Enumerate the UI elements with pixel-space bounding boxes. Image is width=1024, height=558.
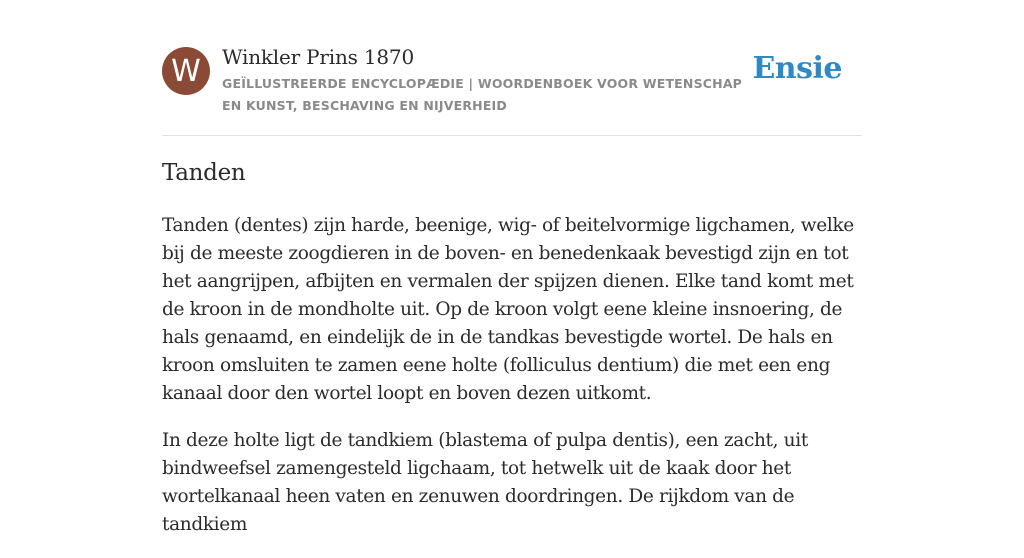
article-paragraph: Tanden (dentes) zijn harde, beenige, wig- of beitelvormige ligchamen, welke bij de meeste zoogdieren in de boven- en benedenkaak bevestigd zijn en tot het aangrijpen, afbijten en vermalen der spijzen dienen. Elke tand komt met de kroon in de mondholte uit. Op de kroon volgt eene kleine insnoering, de hals genaamd, en eindelijk de in de tandkas bevestigde wortel. De hals en kroon omsluiten te zamen eene holte (folliculus dentium) die met een eng kanaal door den wortel loopt en boven dezen uitkomt. [162, 215, 854, 404]
article-paragraph: In deze holte ligt de tandkiem (blastema of pulpa dentis), een zacht, uit bindweefsel zamengesteld ligchaam, tot hetwelk uit de kaak door het wortelkanaal heen vaten en zenuwen doordringen. De rijkdom van de tandkiem [162, 430, 808, 535]
article-title: Tanden [162, 160, 246, 186]
source-title[interactable]: Winkler Prins 1870 [222, 45, 414, 69]
article-body [162, 212, 867, 558]
header-divider [162, 135, 862, 136]
source-subtitle: GEÏLLUSTREERDE ENCYCLOPÆDIE | WOORDENBOEK VOOR WETENSCHAP EN KUNST, BESCHAVING EN NIJVERHEID [222, 76, 743, 113]
source-avatar[interactable]: W [162, 47, 210, 95]
source-header [162, 45, 862, 135]
brand-logo-link[interactable]: Ensie [752, 51, 842, 86]
